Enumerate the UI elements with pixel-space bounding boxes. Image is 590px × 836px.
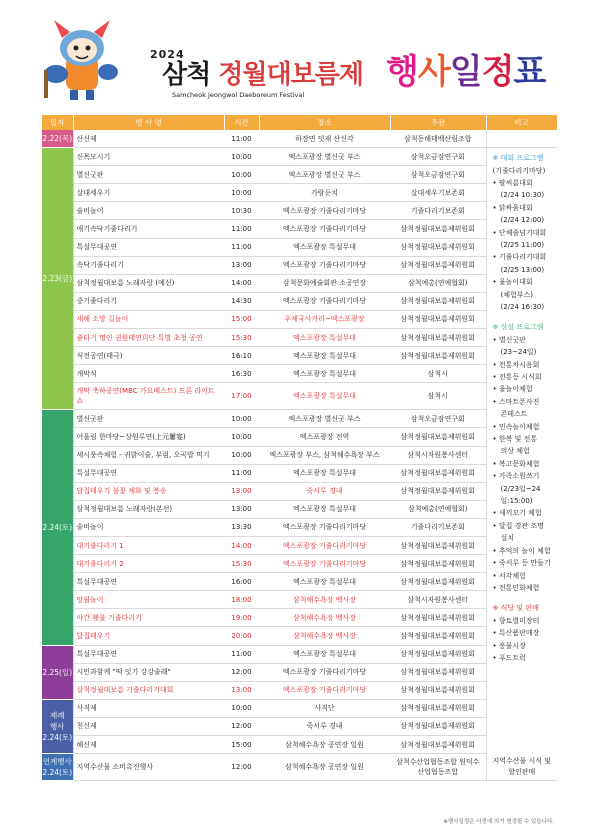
title-char: 표 bbox=[513, 52, 546, 92]
place-cell: 하장면 덧재 산신각 bbox=[259, 130, 390, 148]
note-item: (2/25 13:00) bbox=[500, 265, 545, 274]
time-cell: 16:10 bbox=[224, 347, 259, 365]
time-cell: 10:00 bbox=[224, 184, 259, 202]
date-cell: 2.22(목) bbox=[42, 130, 73, 148]
time-cell: 10:00 bbox=[224, 428, 259, 446]
time-cell: 16:30 bbox=[224, 365, 259, 383]
note-item: • 죽서루 등 만들기 bbox=[492, 559, 551, 568]
host-cell: 삼척정월대보름제위원회 bbox=[390, 627, 486, 645]
table-row bbox=[42, 609, 557, 627]
time-cell: 12:00 bbox=[224, 663, 259, 681]
table-row bbox=[42, 292, 557, 310]
table-row bbox=[42, 663, 557, 681]
table-row bbox=[42, 627, 557, 645]
note-item: • 전통민화체험 bbox=[492, 583, 540, 592]
event-name-cell: 특설무대공연 bbox=[73, 464, 224, 482]
event-name-cell: 삼척정월대보름 기줄다리기대회 bbox=[73, 681, 224, 699]
note-item: (2/25 11:00) bbox=[500, 240, 545, 249]
event-name-cell: 신목모시기 bbox=[73, 148, 224, 166]
title-char: 사 bbox=[417, 52, 450, 92]
place-cell: 엑스포광장 기줄다리기마당 bbox=[259, 681, 390, 699]
place-cell: 엑스포광장 기줄다리기마당 bbox=[259, 202, 390, 220]
note-cell-empty bbox=[486, 130, 557, 148]
event-name-cell: 해신제 bbox=[73, 736, 224, 754]
event-name-cell: 줄타기 명인 권원태연희단 특별 초청 공연 bbox=[73, 329, 224, 347]
event-name-cell: 별신굿판 bbox=[73, 410, 224, 428]
event-name-cell: 망월놀이 bbox=[73, 591, 224, 609]
host-cell: 삼척정월대보름제위원회 bbox=[390, 256, 486, 274]
event-name-cell: 천신제 bbox=[73, 717, 224, 735]
place-cell: 우체국사거리~엑스포광장 bbox=[259, 310, 390, 328]
time-cell: 16:00 bbox=[224, 573, 259, 591]
note-heading-food: ※ 식당 및 판매 bbox=[492, 604, 539, 613]
table-row bbox=[42, 238, 557, 256]
time-cell: 13:00 bbox=[224, 256, 259, 274]
time-cell: 10:30 bbox=[224, 202, 259, 220]
note-item: • 전통등 시식회 bbox=[492, 373, 542, 381]
place-cell: 엑스포광장 특설무대 bbox=[259, 238, 390, 256]
table-row bbox=[42, 166, 557, 184]
place-cell: 엑스포광장 기줄다리기마당 bbox=[259, 292, 390, 310]
host-cell: 삼척정월대보름제위원회 bbox=[390, 555, 486, 573]
time-cell: 15:30 bbox=[224, 555, 259, 573]
note-item: • 풍물시장 bbox=[492, 641, 526, 650]
host-cell: 삼척정월대보름제위원회 bbox=[390, 699, 486, 717]
place-cell: 사직단 bbox=[259, 699, 390, 717]
note-subheading: (기줄다리기마당) bbox=[492, 166, 546, 175]
event-name-cell: 특설무대공연 bbox=[73, 238, 224, 256]
note-heading-contests: ※ 대회 프로그램 bbox=[492, 154, 544, 163]
table-row bbox=[42, 446, 557, 464]
table-row bbox=[42, 274, 557, 292]
place-cell: 엑스포광장 특설무대 bbox=[259, 464, 390, 482]
note-item: (2/24 16:30) bbox=[500, 302, 545, 311]
host-cell: 삼척정월대보름제위원회 bbox=[390, 536, 486, 554]
time-cell: 13:00 bbox=[224, 500, 259, 518]
place-cell: 엑스포광장 별신굿 부스 bbox=[259, 148, 390, 166]
host-cell: 기줄다리기보존회 bbox=[390, 202, 486, 220]
place-cell: 엑스포광장 특설무대 bbox=[259, 383, 390, 410]
host-cell: 기줄다리기보존회 bbox=[390, 518, 486, 536]
header-time: 시간 bbox=[224, 115, 259, 130]
date-cell: 2.24(토) bbox=[42, 410, 73, 645]
date-cell: 연계행사 2.24(토) bbox=[42, 754, 73, 781]
note-item: • 추억의 놀이 체험 bbox=[492, 546, 551, 555]
note-item: • 달집 경관 조명 bbox=[492, 521, 544, 530]
host-cell: 삼척정월대보름제위원회 bbox=[390, 663, 486, 681]
place-cell: 엑스포광장 기줄다리기마당 bbox=[259, 518, 390, 536]
place-cell: 엑스포광장 기줄다리기마당 bbox=[259, 555, 390, 573]
host-cell: 삼척정월대보름제위원회 bbox=[390, 645, 486, 663]
table-row bbox=[42, 645, 557, 663]
time-cell: 19:00 bbox=[224, 609, 259, 627]
place-cell: 엑스포광장 기줄다리기마당 bbox=[259, 256, 390, 274]
note-item: (2/24 12:00) bbox=[500, 216, 545, 225]
notes-column bbox=[486, 148, 557, 754]
table-row bbox=[42, 482, 557, 500]
event-name-cell: 대기줄다리기 1 bbox=[73, 536, 224, 554]
time-cell: 10:00 bbox=[224, 446, 259, 464]
table-row bbox=[42, 202, 557, 220]
time-cell: 11:00 bbox=[224, 238, 259, 256]
event-name-cell: 개막 축하공연(MBC 가요베스트) 드론 라이트 쇼 bbox=[73, 383, 224, 410]
mascot-illustration bbox=[36, 12, 128, 108]
time-cell: 11:00 bbox=[224, 645, 259, 663]
time-cell: 13:30 bbox=[224, 518, 259, 536]
header-date: 일자 bbox=[42, 115, 73, 130]
time-cell: 17:00 bbox=[224, 383, 259, 410]
header-event: 행 사 명 bbox=[73, 115, 224, 130]
table-row bbox=[42, 717, 557, 735]
host-cell: 삼척수산업협동조합 원덕수산업협동조합 bbox=[390, 754, 486, 781]
host-cell: 삼척시자원봉사센터 bbox=[390, 591, 486, 609]
host-cell: 삼척정월대보름제위원회 bbox=[390, 736, 486, 754]
host-cell: 삼척정월대보름제위원회 bbox=[390, 482, 486, 500]
host-cell: 삼척시자원봉사센터 bbox=[390, 446, 486, 464]
host-cell: 삼척오금잠연구회 bbox=[390, 166, 486, 184]
event-name-cell: 산신제 bbox=[73, 130, 224, 148]
note-item: • 복고문화체험 bbox=[492, 459, 540, 468]
table-row bbox=[42, 754, 557, 781]
host-cell: 삼척오금잠연구회 bbox=[390, 148, 486, 166]
place-cell: 엑스포광장 특설무대 bbox=[259, 645, 390, 663]
page-title bbox=[386, 44, 545, 93]
note-item: • 서각체험 bbox=[492, 571, 526, 580]
place-cell: 가람둔치 bbox=[259, 184, 390, 202]
date-cell: 2.23(금) bbox=[42, 148, 73, 410]
table-row bbox=[42, 365, 557, 383]
note-item: • 윷놀이대회 bbox=[492, 278, 533, 287]
footnote: ※행사일정은 사정에 의거 변경될 수 있습니다. bbox=[443, 819, 554, 825]
host-cell: 삼척정월대보름제위원회 bbox=[390, 310, 486, 328]
host-cell: 삼척예총(연예협회) bbox=[390, 500, 486, 518]
host-cell: 살대세우기보존회 bbox=[390, 184, 486, 202]
event-name-cell: 술비놀이 bbox=[73, 518, 224, 536]
table-row bbox=[42, 220, 557, 238]
table-row bbox=[42, 555, 557, 573]
note-item: (23~24일) bbox=[500, 348, 537, 357]
note-item: • 스마트폰사진 bbox=[492, 397, 540, 406]
title-char: 일 bbox=[449, 52, 482, 92]
time-cell: 15:30 bbox=[224, 329, 259, 347]
schedule-table bbox=[42, 115, 558, 781]
note-item: • 전통차시음회 bbox=[492, 360, 540, 369]
event-name-cell: 세시풍속체험 - 귀밝이술, 부럼, 오곡밥 먹기 bbox=[73, 446, 224, 464]
note-item: 설치 bbox=[500, 534, 515, 543]
place-cell: 엑스포광장 특설무대 bbox=[259, 347, 390, 365]
note-item: • 기줄다리기대회 bbox=[492, 253, 547, 262]
table-row bbox=[42, 310, 557, 328]
table-row bbox=[42, 573, 557, 591]
table-row bbox=[42, 699, 557, 717]
event-name-cell: 어울림 한마당~상원루연(上元屢宴) bbox=[73, 428, 224, 446]
time-cell: 20:00 bbox=[224, 627, 259, 645]
table-row bbox=[42, 464, 557, 482]
table-row bbox=[42, 591, 557, 609]
time-cell: 15:00 bbox=[224, 736, 259, 754]
host-cell: 삼척정월대보름제위원회 bbox=[390, 292, 486, 310]
table-row bbox=[42, 500, 557, 518]
note-item: • 향토별미장터 bbox=[492, 616, 540, 625]
place-cell: 삼척해수욕장 공연장 일원 bbox=[259, 736, 390, 754]
note-item: • 민속놀이체험 bbox=[492, 422, 540, 431]
note-item: 의상 체험 bbox=[500, 447, 530, 456]
note-item: (2/23일~24일:15:00) bbox=[500, 484, 541, 506]
host-cell: 삼척정월대보름제위원회 bbox=[390, 220, 486, 238]
note-item: • 특산품판매장 bbox=[492, 629, 540, 638]
logo-subtitle: Samcheok Jeongwol Daeboreum Festival bbox=[172, 91, 305, 99]
event-name-cell: 중기줄다리기 bbox=[73, 292, 224, 310]
note-item: (체험부스) bbox=[500, 290, 534, 299]
time-cell: 13:00 bbox=[224, 482, 259, 500]
event-name-cell: 사직제 bbox=[73, 699, 224, 717]
header-host: 주관 bbox=[390, 115, 486, 130]
event-name-cell: 개막식 bbox=[73, 365, 224, 383]
time-cell: 10:00 bbox=[224, 148, 259, 166]
logo-year: 2024 bbox=[150, 48, 185, 61]
date-cell: 제례 행사 2.24(토) bbox=[42, 699, 73, 753]
event-name-cell: 삼척정월대보름 노래자랑(본선) bbox=[73, 500, 224, 518]
place-cell: 엑스포광장 기줄다리기마당 bbox=[259, 663, 390, 681]
event-name-cell: 살대세우기 bbox=[73, 184, 224, 202]
host-cell: 삼척예총(연예협회) bbox=[390, 274, 486, 292]
host-cell: 삼척정월대보름제위원회 bbox=[390, 464, 486, 482]
event-name-cell: 특설무대공연 bbox=[73, 645, 224, 663]
event-name-cell: 애기속닥기줄다리기 bbox=[73, 220, 224, 238]
place-cell: 죽서루 경내 bbox=[259, 482, 390, 500]
note-item: • 윷놀이체험 bbox=[492, 385, 533, 394]
header-note: 비고 bbox=[486, 115, 557, 130]
host-cell: 삼척시 bbox=[390, 365, 486, 383]
note-item: • 한복 및 전통 bbox=[492, 435, 538, 444]
event-name-cell: 삼척정월대보름 노래자랑 (예선) bbox=[73, 274, 224, 292]
place-cell: 엑스포광장 특설무대 bbox=[259, 365, 390, 383]
event-name-cell: 야간 횃불 기줄다리기 bbox=[73, 609, 224, 627]
linked-event-note: 지역수산물 시식 및 할인판매 bbox=[486, 754, 557, 781]
logo-text-b: 정월대보름제 bbox=[218, 60, 363, 90]
note-item: (2/24 10:30) bbox=[500, 191, 545, 200]
table-row bbox=[42, 130, 557, 148]
note-item: • 새끼꼬기 체험 bbox=[492, 509, 542, 518]
time-cell: 18:00 bbox=[224, 591, 259, 609]
time-cell: 15:00 bbox=[224, 310, 259, 328]
table-row bbox=[42, 410, 557, 428]
header-place: 장소 bbox=[259, 115, 390, 130]
place-cell: 삼척해수욕장 백사장 bbox=[259, 591, 390, 609]
time-cell: 11:00 bbox=[224, 130, 259, 148]
table-row bbox=[42, 518, 557, 536]
time-cell: 10:00 bbox=[224, 410, 259, 428]
event-name-cell: 새해 소망 길놀이 bbox=[73, 310, 224, 328]
time-cell: 13:00 bbox=[224, 681, 259, 699]
time-cell: 14:00 bbox=[224, 536, 259, 554]
event-name-cell: 달집태우기 불꽃 채화 및 봉송 bbox=[73, 482, 224, 500]
event-name-cell: 속닥기줄다리기 bbox=[73, 256, 224, 274]
place-cell: 엑스포광장 기줄다리기마당 bbox=[259, 536, 390, 554]
event-name-cell: 달집태우기 bbox=[73, 627, 224, 645]
note-item: • 닭싸움대회 bbox=[492, 203, 533, 212]
place-cell: 삼척문화예술회관 소공연장 bbox=[259, 274, 390, 292]
event-name-cell: 식전공연(태극) bbox=[73, 347, 224, 365]
host-cell: 삼척오금잠연구회 bbox=[390, 410, 486, 428]
place-cell: 엑스포광장 특설무대 bbox=[259, 329, 390, 347]
date-cell: 2.25(일) bbox=[42, 645, 73, 699]
event-name-cell: 대기줄다리기 2 bbox=[73, 555, 224, 573]
place-cell: 엑스포광장 특설무대 bbox=[259, 500, 390, 518]
host-cell: 삼척시 bbox=[390, 383, 486, 410]
place-cell: 엑스포광장 전역 bbox=[259, 428, 390, 446]
table-row bbox=[42, 383, 557, 410]
host-cell: 삼척정월대보름제위원회 bbox=[390, 347, 486, 365]
host-cell: 삼척정월대보름제위원회 bbox=[390, 609, 486, 627]
host-cell: 삼척정월대보름제위원회 bbox=[390, 681, 486, 699]
table-row bbox=[42, 736, 557, 754]
time-cell: 11:00 bbox=[224, 464, 259, 482]
festival-logo bbox=[162, 54, 363, 91]
place-cell: 삼척해수욕장 백사장 bbox=[259, 627, 390, 645]
note-item: • 단체줄넘기대회 bbox=[492, 228, 547, 237]
host-cell: 삼척정월대보름제위원회 bbox=[390, 329, 486, 347]
time-cell: 10:00 bbox=[224, 166, 259, 184]
page-header bbox=[0, 0, 590, 112]
note-heading-permanent: ※ 상설 프로그램 bbox=[492, 323, 544, 332]
table-row bbox=[42, 681, 557, 699]
place-cell: 죽서루 경내 bbox=[259, 717, 390, 735]
place-cell: 엑스포광장 별신굿 부스 bbox=[259, 166, 390, 184]
time-cell: 14:00 bbox=[224, 274, 259, 292]
table-row bbox=[42, 184, 557, 202]
table-row bbox=[42, 329, 557, 347]
note-item: 콘테스트 bbox=[500, 410, 528, 419]
title-char: 행 bbox=[386, 52, 418, 92]
logo-text-a: 삼척 bbox=[162, 60, 211, 90]
note-item: • 팔씨름대회 bbox=[492, 178, 533, 187]
table-row bbox=[42, 536, 557, 554]
table-row bbox=[42, 347, 557, 365]
time-cell: 12:00 bbox=[224, 754, 259, 781]
place-cell: 엑스포광장 부스, 삼척해수욕장 부스 bbox=[259, 446, 390, 464]
event-name-cell: 술비놀이 bbox=[73, 202, 224, 220]
place-cell: 삼척해수욕장 공연장 일원 bbox=[259, 754, 390, 781]
host-cell: 삼척동해태백산림조합 bbox=[390, 130, 486, 148]
time-cell: 12:00 bbox=[224, 717, 259, 735]
place-cell: 삼척해수욕장 백사장 bbox=[259, 609, 390, 627]
table-row bbox=[42, 428, 557, 446]
time-cell: 11:00 bbox=[224, 220, 259, 238]
place-cell: 엑스포광장 기줄다리기마당 bbox=[259, 220, 390, 238]
table-row bbox=[42, 256, 557, 274]
host-cell: 삼척정월대보름제위원회 bbox=[390, 573, 486, 591]
host-cell: 삼척정월대보름제위원회 bbox=[390, 717, 486, 735]
schedule-body bbox=[42, 130, 557, 781]
event-name-cell: 별신굿판 bbox=[73, 166, 224, 184]
host-cell: 삼척정월대보름제위원회 bbox=[390, 238, 486, 256]
time-cell: 10:00 bbox=[224, 699, 259, 717]
host-cell: 삼척정월대보름제위원회 bbox=[390, 428, 486, 446]
table-header-row bbox=[42, 115, 557, 130]
place-cell: 엑스포광장 특설무대 bbox=[259, 573, 390, 591]
table-row bbox=[42, 148, 557, 166]
note-item: • 별신굿판 bbox=[492, 335, 526, 344]
event-name-cell: 시민과함께 "떡 잇기 강강술래" bbox=[73, 663, 224, 681]
note-item: • 가족소원쓰기 bbox=[492, 472, 540, 481]
note-item: • 푸드트럭 bbox=[492, 653, 526, 662]
title-char: 정 bbox=[481, 52, 514, 92]
event-name-cell: 지역수산물 소비촉진행사 bbox=[73, 754, 224, 781]
time-cell: 14:30 bbox=[224, 292, 259, 310]
event-name-cell: 특설무대공연 bbox=[73, 573, 224, 591]
place-cell: 엑스포광장 별신굿 부스 bbox=[259, 410, 390, 428]
